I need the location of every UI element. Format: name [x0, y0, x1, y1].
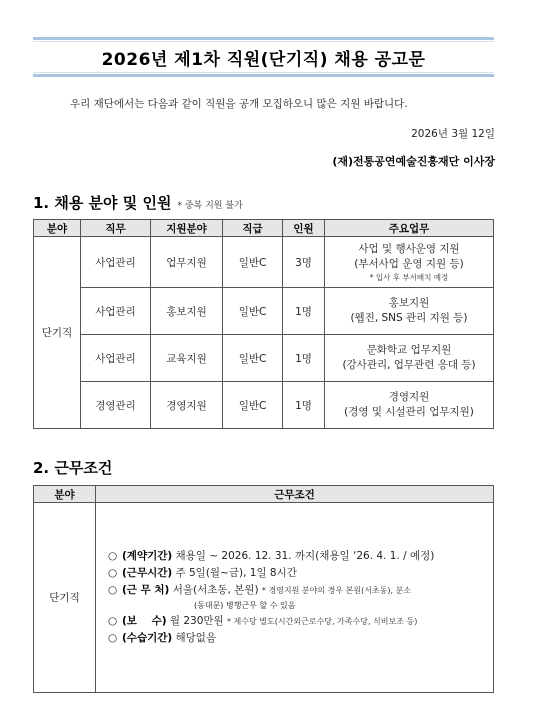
- col-field: 분야: [34, 486, 96, 503]
- condition-note: * 경영지원 분야의 경우 본원(서초동), 분소: [261, 586, 412, 595]
- bullet-icon: ○: [108, 550, 118, 562]
- grade-cell: 일반C: [223, 335, 283, 382]
- bullet-icon: ○: [108, 615, 118, 627]
- field-cell: 단기직: [34, 237, 81, 429]
- grade-cell: 일반C: [223, 288, 283, 335]
- area-cell: 교육지원: [151, 335, 223, 382]
- duty-main: 사업 및 행사운영 지원: [358, 242, 460, 255]
- condition-workplace-continued: (동대문) 병행근무 할 수 있음: [194, 601, 296, 610]
- title-box: [33, 37, 494, 77]
- condition-key: (근 무 처): [122, 584, 170, 596]
- bullet-icon: ○: [108, 567, 118, 579]
- count-cell: 1명: [283, 382, 325, 429]
- issuer-name: (재)전통공연예술진흥재단 이사장: [332, 155, 495, 168]
- condition-salary: [108, 613, 485, 630]
- section1-heading: [33, 192, 243, 213]
- intro-text: 우리 재단에서는 다음과 같이 직원을 공개 모집하오니 많은 지원 바랍니다.: [70, 98, 408, 110]
- condition-workplace: [108, 582, 485, 599]
- field-cell: 단기직: [34, 503, 96, 693]
- job-cell: 사업관리: [81, 335, 151, 382]
- area-cell: 업무지원: [151, 237, 223, 288]
- duty-detail: (경영 및 시설관리 업무지원): [344, 406, 474, 418]
- job-cell: 경영관리: [81, 382, 151, 429]
- table-header-row: [34, 486, 494, 503]
- condition-work-hours: [108, 565, 485, 582]
- duty-cell: [325, 237, 494, 288]
- col-area: 지원분야: [151, 220, 223, 237]
- area-cell: 홍보지원: [151, 288, 223, 335]
- grade-cell: 일반C: [223, 237, 283, 288]
- col-conditions: 근무조건: [96, 486, 494, 503]
- job-cell: 사업관리: [81, 237, 151, 288]
- duty-cell: [325, 288, 494, 335]
- count-cell: 3명: [283, 237, 325, 288]
- recruitment-table: [33, 219, 494, 429]
- section2-heading: 2. 근무조건: [33, 459, 113, 477]
- grade-cell: 일반C: [223, 382, 283, 429]
- section1-title: 1. 채용 분야 및 인원: [33, 194, 172, 212]
- condition-note: * 제수당 별도(시간외근로수당, 가족수당, 식비보조 등): [227, 617, 418, 626]
- duty-detail: (웹진, SNS 관리 지원 등): [350, 312, 468, 324]
- title-inner-line-bottom: [33, 72, 494, 73]
- page-title: 2026년 제1차 직원(단기직) 채용 공고문: [101, 49, 426, 70]
- condition-value: 월 230만원: [169, 615, 224, 627]
- table-row: [34, 288, 494, 335]
- table-row: [34, 503, 494, 693]
- count-cell: 1명: [283, 335, 325, 382]
- duty-main: 경영지원: [388, 391, 430, 403]
- table-row: [34, 237, 494, 288]
- table-row: [34, 335, 494, 382]
- duty-main: 문화학교 업무지원: [366, 344, 452, 356]
- count-cell: 1명: [283, 288, 325, 335]
- notice-date: 2026년 3월 12일: [411, 128, 495, 140]
- duty-cell: [325, 382, 494, 429]
- condition-probation: [108, 630, 485, 647]
- duty-detail: (부서사업 운영 지원 등): [354, 257, 464, 270]
- col-job: 직무: [81, 220, 151, 237]
- table-row: [34, 382, 494, 429]
- duty-main: 홍보지원: [388, 297, 430, 309]
- condition-value: 해당없음: [175, 632, 217, 644]
- title-inner-line-top: [33, 41, 494, 42]
- col-duty: 주요업무: [325, 220, 494, 237]
- col-count: 인원: [283, 220, 325, 237]
- job-cell: 사업관리: [81, 288, 151, 335]
- condition-contract-period: [108, 548, 485, 565]
- condition-value: 채용일 ~ 2026. 12. 31. 까지(채용일 ‘26. 4. 1. / 예정): [175, 550, 435, 562]
- col-grade: 직급: [223, 220, 283, 237]
- area-cell: 경영지원: [151, 382, 223, 429]
- condition-key: (수습기간): [122, 632, 173, 644]
- condition-value: 주 5일(월~금), 1일 8시간: [175, 567, 297, 579]
- condition-value: 서울(서초동, 본원): [172, 584, 259, 596]
- conditions-table: [33, 485, 494, 693]
- duty-detail: (강사관리, 업무관련 응대 등): [342, 359, 476, 371]
- bullet-icon: ○: [108, 632, 118, 644]
- conditions-cell: [96, 503, 494, 693]
- condition-key: (근무시간): [122, 567, 173, 579]
- table-header-row: [34, 220, 494, 237]
- duty-note: * 입사 후 부서배치 예정: [369, 272, 449, 282]
- col-field: 분야: [34, 220, 81, 237]
- duty-cell: [325, 335, 494, 382]
- bullet-icon: ○: [108, 584, 118, 596]
- condition-key: (계약기간): [122, 550, 173, 562]
- section1-note: * 중복 지원 불가: [177, 201, 243, 211]
- condition-key: (보 수): [122, 615, 167, 627]
